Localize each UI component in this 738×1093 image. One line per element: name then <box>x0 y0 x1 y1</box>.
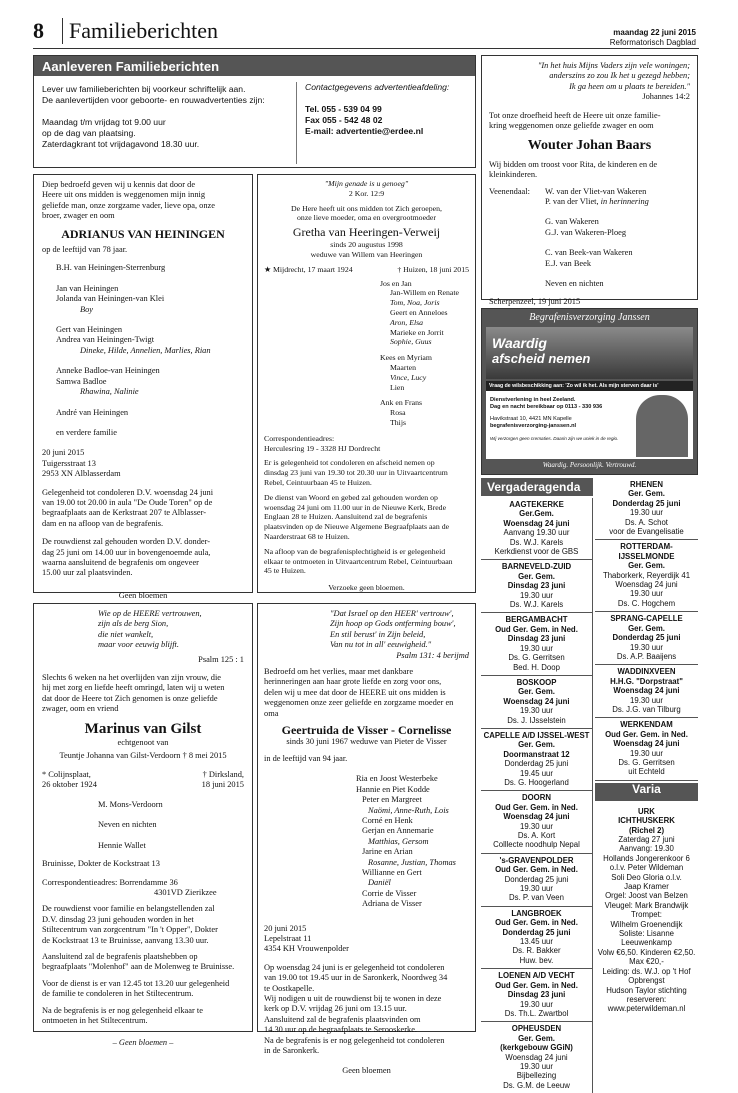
agenda-entry-line: Oud Ger. Gem. in Ned. <box>495 624 578 634</box>
varia-line: Vleugel: Mark Brandwijk <box>604 900 689 910</box>
agenda-entry-line: 19.30 uur <box>520 706 553 716</box>
varia-line: Max €20,- <box>629 957 664 967</box>
aanleveren-title: Aanleveren Familieberichten <box>34 56 475 76</box>
agenda-entry <box>595 612 698 665</box>
agenda-entry-line: 19.30 uur <box>520 821 553 831</box>
heiningen-condolence: Gelegenheid tot condoleren D.V. woensdag 24 juni van 19.00 tot 20.00 in aula "De Oude Toren" op de begraafplaats aan de Kerkstraat 207 te Alblasser- dam en na afloop van de begrafenis. <box>42 487 214 528</box>
header-date: maandag 22 juni 2015 <box>613 28 696 37</box>
agenda-entry-city: 's-GRAVENPOLDER <box>499 855 574 865</box>
ad-title: Begrafenisverzorging Janssen <box>529 312 650 323</box>
agenda-entry <box>481 854 592 907</box>
gilst-intro: Slechts 6 weken na het overlijden van zijn vrouw, die hij met zorg en liefde heeft omringd, laten wij u weten dat door de Heere tot Zich genomen is onze geliefde zwager, oom en vriend <box>42 673 225 714</box>
gilst-born: * Colijnsplaat, 26 oktober 1924 <box>42 769 97 790</box>
ad-tagline: Wij verzorgen geen crematies. Daarin zijn we uniek in de regio. <box>490 435 619 441</box>
varia-line: Leiding: ds. W.J. op 't Hof <box>602 966 691 976</box>
heiningen-family: B.H. van Heiningen-Sterrenburg Jan van Heiningen Jolanda van Heiningen-van Klei Boy Gert van Heiningen Andrea van Heiningen-Twigt Dineke, Hilde, Annelien, Marlies, Rian Anneke Badloe-van Heiningen Samwa Badloe Rhawina, Nalinie André van Heiningen en verdere familie <box>56 263 211 437</box>
agenda-entry-line: H.H.G. "Dorpstraat" <box>610 676 683 686</box>
gilst-condolence: Voor de dienst is er van 12.45 tot 13.20 uur gelegenheid de familie te condoleren in het Stiltecentrum. <box>42 978 230 999</box>
agenda-entry-line: 19.30 uur <box>520 999 553 1009</box>
agenda-entry-line: Bed. H. Doop <box>513 662 560 672</box>
agenda-entry-city: OPHEUSDEN <box>511 1024 562 1034</box>
agenda-entry-line: Oud Ger. Gem. in Ned. <box>495 980 578 990</box>
header-divider <box>33 48 699 49</box>
contact-phone: Tel. 055 - 539 04 99 <box>305 104 382 114</box>
notice-gretha <box>257 174 476 593</box>
gretha-family: Jos en Jan Jan-Willem en Renate Tom, Noa, Joris Geert en Anneloes Aron, Elsa Marieke en Jorrit Sophie, Guus Kees en Myriam Maarten Vince, Lucy Lien Ank en Frans Rosa Thijs <box>380 278 459 427</box>
ad-banner-image <box>486 327 693 379</box>
agenda-entry <box>595 665 698 718</box>
agenda-box <box>481 478 698 1090</box>
varia-entry <box>595 801 698 1014</box>
varia-line[interactable]: www.peterwildeman.nl <box>607 1004 686 1014</box>
aanleveren-box <box>33 55 476 168</box>
varia-line: Leeuwenkamp <box>621 938 672 948</box>
agenda-entry-line: uit Echteld <box>628 767 665 777</box>
gilst-quote-ref: Psalm 125 : 1 <box>198 654 244 664</box>
gretha-condolence: Er is gelegenheid tot condoleren en afscheid nemen op dinsdag 23 juni van 19.30 tot 20.30 uur in Uitvaartcentrum Rebel, Ceintuurbaan 45 te Huizen. <box>264 458 448 487</box>
agenda-entry-line: Aanvang 19.30 uur <box>503 528 570 538</box>
varia-line: Soliste: Lisanne <box>618 929 675 939</box>
baars-comfort: Wij bidden om troost voor Rita, de kinderen en de kleinkinderen. <box>489 159 658 180</box>
gilst-after: Na de begrafenis is er nog gelegenheid elkaar te ontmoeten in het Stiltecentrum. <box>42 1005 203 1025</box>
gilst-name: Marinus van Gilst <box>84 720 202 737</box>
gilst-burial: Aansluitend zal de begrafenis plaatshebben op begraafplaats "Molenhof" aan de Molenweg te Bruinisse. <box>42 951 235 972</box>
agenda-entry-line: 13.45 uur <box>520 937 553 947</box>
agenda-entry-city: BARNEVELD-ZUID <box>501 562 572 572</box>
agenda-entry <box>481 676 592 729</box>
heiningen-intro: Diep bedroefd geven wij u kennis dat door de Heere uit ons midden is weggenomen mijn innig geliefde man, onze zorgzame vader, lieve opa, onze broer, zwager en oom <box>42 180 215 221</box>
agenda-entry-line: Dinsdag 23 juni <box>507 581 566 591</box>
heiningen-name: ADRIANUS VAN HEININGEN <box>61 226 225 241</box>
agenda-entry-line: Woensdag 24 juni <box>503 812 570 822</box>
visser-address: 20 juni 2015 Lepelstraat 11 4354 KH Vrouwenpolder <box>264 923 349 954</box>
agenda-entry-line: Bijbellezing <box>516 1071 557 1081</box>
visser-age: in de leeftijd van 94 jaar. <box>264 753 348 763</box>
agenda-column-right <box>595 478 698 1014</box>
agenda-entry-line: Donderdag 25 juni <box>504 759 569 769</box>
agenda-entry-line: Ger. Gem. <box>518 1033 555 1043</box>
baars-quote: "In het huis Mijns Vaders zijn vele woningen; anderszins zo zou Ik het u gezegd hebben; Ik ga heen om u plaats te bereiden." Johannes 14:2 <box>489 61 690 103</box>
agenda-entry-line: Woensdag 24 juni <box>613 686 680 696</box>
agenda-entry-city: LANGBROEK <box>511 908 562 918</box>
agenda-entry-line: Ds. A.P. Baaijens <box>616 651 677 661</box>
gilst-quote: Wie op de HEERE vertrouwen, zijn als de berg Sion, die niet wankelt, maar voor eeuwig blijft. <box>98 609 202 650</box>
baars-name: Wouter Johan Baars <box>527 138 652 154</box>
agenda-entry-line: Ds. C. Hogchem <box>617 598 676 608</box>
agenda-column-left <box>481 498 593 1093</box>
baars-quote-ref: Johannes 14:2 <box>642 92 690 102</box>
agenda-entry-city: WADDINXVEEN <box>617 667 676 677</box>
agenda-entry-line: Ds. G. Hoogerland <box>504 777 569 787</box>
notice-visser <box>257 603 476 1076</box>
gretha-died: † Huizen, 18 juni 2015 <box>397 264 469 274</box>
gretha-after: Na afloop van de begrafenisplechtigheid is er gelegenheid elkaar te ontmoeten in Uitvaartcentrum Rebel, Ceintuurbaan 45 te Huizen. <box>264 546 453 576</box>
agenda-entry-line: Woensdag 24 juni <box>505 1052 568 1062</box>
contact-fax: Fax 055 - 542 48 02 <box>305 115 383 125</box>
agenda-entry-line: 19.30 uur <box>630 642 663 652</box>
varia-title: Varia <box>595 783 698 801</box>
aanleveren-line: Zaterdagkrant tot vrijdagavond 18.30 uur. <box>42 139 200 149</box>
agenda-entry-line: Oud Ger. Gem. in Ned. <box>495 865 578 875</box>
gretha-quote-ref: 2 Kor. 12:9 <box>348 188 385 198</box>
agenda-entry-city: DOORN <box>521 793 552 803</box>
gretha-born: ★ Mijdrecht, 17 maart 1924 <box>264 264 353 274</box>
agenda-entry <box>481 907 592 969</box>
agenda-entry-line: Ds. G.M. de Leeuw <box>503 1080 570 1090</box>
gilst-died: † Dirksland, 18 juni 2015 <box>201 769 244 790</box>
visser-family: Ria en Joost Westerbeke Hannie en Piet Kodde Peter en Margreet Naömi, Anne-Ruth, Lois Corné en Henk Gerjan en Annemarie Matthias, Gersom Jarine en Arian Rosanne, Justian, Thomas Willianne en Gert Daniël Corrie de Visser Adriana de Visser <box>356 774 456 909</box>
gilst-address: Bruinisse, Dokter de Kockstraat 13 <box>42 859 160 869</box>
agenda-entry-line: Ds. A. Kort <box>517 831 556 840</box>
gretha-correspondence: Correspondentieadres: Herculesring 19 - 3328 HJ Dordrecht <box>264 433 381 453</box>
agenda-entry-line: Ds. A. Schot <box>625 517 668 527</box>
agenda-entry-line: 19.30 uur <box>630 748 663 758</box>
agenda-entry-city: RHENEN <box>630 480 663 489</box>
gretha-since: sinds 20 augustus 1998 <box>330 239 403 249</box>
ad-info-panel <box>486 391 693 459</box>
agenda-entry-line: Ds. P. van Veen <box>509 893 564 903</box>
agenda-entry-line: Doormanstraat 12 <box>503 749 570 759</box>
gilst-spouse-label: echtgenoot van <box>117 738 169 748</box>
gilst-family: M. Mons-Verdoorn Neven en nichten Hennie Wallet <box>98 799 163 850</box>
agenda-entry-city: LOENEN A/D VECHT <box>498 971 575 981</box>
agenda-title: Vergaderagenda <box>481 478 593 496</box>
varia-line: Volw €6,50. Kinderen €2,50. <box>597 947 696 957</box>
aanleveren-line <box>42 106 292 117</box>
agenda-entry-line: Ds. W.J. Karels <box>509 537 564 547</box>
heiningen-address: 20 juni 2015 Tuigersstraat 13 2953 XN Alblasserdam <box>42 448 121 479</box>
varia-line: Zaterdag 27 juni <box>618 835 675 844</box>
visser-intro: Bedroefd om het verlies, maar met dankbare herinneringen aan haar grote liefde en zorg voor ons, delen wij u mee dat door de HEERE uit ons midden is weggenomen onze zeer geliefde en zorgzame moeder en oma <box>264 667 454 718</box>
agenda-entry <box>481 791 592 853</box>
varia-line: o.l.v. Peter Wildeman <box>609 863 684 873</box>
varia-line: Aanvang: 19.30 <box>619 844 674 854</box>
gretha-service: De dienst van Woord en gebed zal gehouden worden op woensdag 24 juni om 11.00 uur in de Nieuwe Kerk, Brede Englaan 28 te Huizen. Aansluitend zal de begrafenis plaatsvinden op de Nieuwe Algemene Begraafplaats aan de Naarderstraat 68 te Huizen. <box>264 492 450 541</box>
varia-line: Trompet: <box>631 910 662 920</box>
agenda-entry-line: Ger. Gem. <box>518 687 555 697</box>
agenda-entry-line: 19.30 uur <box>630 508 663 518</box>
aanleveren-instructions <box>42 84 292 150</box>
ad-slogan-1: Waardig <box>492 335 547 351</box>
baars-place: Veenendaal: <box>489 186 530 196</box>
agenda-entry-line: Huw. bev. <box>519 955 554 965</box>
agenda-entry-line: 19.30 uur <box>630 695 663 705</box>
contact-email[interactable]: E-mail: advertentie@erdee.nl <box>305 126 424 136</box>
agenda-entry-line: Donderdag 25 juni <box>504 874 569 884</box>
header-paper-name: Reformatorisch Dagblad <box>609 38 696 47</box>
agenda-entry-city: SPRANG-CAPELLE <box>610 614 683 624</box>
agenda-entry <box>481 1022 592 1093</box>
agenda-entry <box>595 478 698 540</box>
agenda-entry-line: Woensdag 24 juni <box>503 696 570 706</box>
agenda-entry-line: Dinsdag 23 juni <box>507 634 566 644</box>
agenda-entry-line: Ds. G. Gerritsen <box>508 653 565 663</box>
contact-block <box>296 82 472 164</box>
visser-since: sinds 30 juni 1967 weduwe van Pieter de Visser <box>286 737 447 747</box>
agenda-entry-line: Ds. J.G. van Tilburg <box>612 704 681 714</box>
visser-quote-ref: Psalm 131: 4 berijmd <box>396 650 469 660</box>
gretha-name: Gretha van Heeringen-Verweij <box>292 225 441 240</box>
visser-quote: "Dat Israel op den HEER' vertrouw', Zijn hoop op Gods ontferming bouw', En stil berust' in Zijn beleid, Van nu tot in all' eeuwigheid." <box>330 609 456 650</box>
visser-name: Geertruida de Visser - Cornelisse <box>281 723 452 738</box>
agenda-entry-line: 19.30 uur <box>520 884 553 894</box>
agenda-entry-line: Donderdag 25 juni <box>612 633 681 643</box>
gretha-quote: "Mijn genade is u genoeg" <box>324 179 409 188</box>
ad-website[interactable]: begrafenisverzorging-janssen.nl <box>490 423 577 430</box>
agenda-entry-line: Oud Ger. Gem. in Ned. <box>495 918 578 928</box>
agenda-entry-line: Ger. Gem. <box>628 561 665 571</box>
agenda-entry-city: AAGTEKERKE <box>509 500 564 509</box>
page-number: 8 <box>33 18 44 43</box>
agenda-entry-line: Ger. Gem. <box>518 571 555 581</box>
gilst-correspondence: Correspondentieadres: Borrendamme 36 4301VD Zierikzee <box>42 877 217 897</box>
contact-title: Contactgegevens advertentieafdeling: <box>305 82 450 92</box>
heiningen-age: op de leeftijd van 78 jaar. <box>42 245 128 255</box>
agenda-entry-line: Ger. Gem. <box>518 740 555 750</box>
aanleveren-line: De aanlevertijden voor geboorte- en rouwadvertenties zijn: <box>42 95 265 105</box>
agenda-entry-line: Oud Ger. Gem. in Ned. <box>605 729 688 739</box>
agenda-entry-line: Thaborkerk, Reyerdijk 41 <box>602 570 691 580</box>
baars-footer: Scherpenzeel, 19 juni 2015 <box>489 296 581 306</box>
ad-address: Havikstraat 10, 4421 MN Kapelle <box>490 415 572 422</box>
agenda-entry-city: ROTTERDAM-IJSSELMONDE <box>618 542 675 561</box>
agenda-entry-line: Kerkdienst voor de GBS <box>494 547 579 557</box>
agenda-entry <box>481 498 592 560</box>
varia-line: Jaap Kramer <box>624 882 669 892</box>
agenda-entry <box>595 540 698 612</box>
gilst-footer: – Geen bloemen – <box>112 1038 174 1048</box>
gilst-spouse: Teuntje Johanna van Gilst-Verdoorn † 8 mei 2015 <box>59 751 227 761</box>
gretha-widow: weduwe van Willem van Heeringen <box>310 249 423 259</box>
agenda-entry-line: (kerkgebouw GGiN) <box>500 1043 573 1053</box>
agenda-entry-line: Ger.Gem. <box>519 509 554 519</box>
aanleveren-line: op de dag van plaatsing. <box>42 128 136 138</box>
heiningen-footer: Geen bloemen <box>118 590 168 600</box>
varia-line: Opbrengst <box>628 976 665 986</box>
aanleveren-line: Maandag t/m vrijdag tot 9.00 uur <box>42 117 166 127</box>
varia-line: Hudson Taylor stichting <box>606 985 687 995</box>
agenda-entry <box>595 718 698 780</box>
ad-phone: Dag en nacht bereikbaar op 0113 - 330 936 <box>490 404 603 411</box>
ad-service: Dienstverlening in heel Zeeland. <box>490 397 576 403</box>
agenda-entry <box>481 560 592 613</box>
agenda-entry-line: Woensdag 24 juni <box>613 739 680 749</box>
agenda-entry-line: 19.30 uur <box>520 1061 553 1071</box>
agenda-entry-city: WERKENDAM <box>620 720 673 730</box>
varia-line: Hollands Jongerenkoor 6 <box>603 853 690 863</box>
agenda-entry-line: Ds. G. Gerritsen <box>618 757 675 767</box>
agenda-entry-line: Oud Ger. Gem. in Ned. <box>495 802 578 812</box>
section-title: Familieberichten <box>62 18 218 44</box>
varia-sub: (Richel 2) <box>628 825 665 835</box>
agenda-entry-line: Ds. R. Bakker <box>512 946 561 956</box>
notice-baars <box>481 55 698 306</box>
agenda-entry-line: Ger. Gem. <box>628 623 665 633</box>
ad-question: Vraag de wilsbeschikking aan: 'Zo wil ik het. Als mijn sterven daar is' <box>486 381 693 391</box>
agenda-entry-line: Ds. W.J. Karels <box>509 600 564 610</box>
agenda-entry-line: Woensdag 24 juni <box>615 580 678 590</box>
agenda-entry-line: Ger. Gem. <box>628 489 665 499</box>
agenda-entry <box>481 729 592 791</box>
varia-city: URK <box>638 806 655 816</box>
ad-slogan-2: afscheid nemen <box>492 351 591 366</box>
agenda-entry-line: Woensdag 24 juni <box>503 518 570 528</box>
ad-person-photo <box>636 395 688 457</box>
gretha-footer: Verzoeke geen bloemen. <box>328 583 405 593</box>
agenda-entry-line: 19.30 uur <box>520 590 553 600</box>
ad-janssen[interactable] <box>481 308 698 475</box>
agenda-entry-line: Ds. J. IJsselstein <box>507 715 566 725</box>
agenda-entry-line: Donderdag 25 juni <box>612 498 681 508</box>
visser-footer: Geen bloemen <box>342 1066 391 1076</box>
varia-line: Wilhelm Groenendijk <box>610 919 683 929</box>
gretha-intro: De Here heeft uit ons midden tot Zich geroepen, onze lieve moeder, oma en overgrootmoeder <box>291 203 442 223</box>
agenda-entry-city: CAPELLE A/D IJSSEL-WEST <box>483 730 590 740</box>
ad-footer: Waardig. Persoonlijk. Vertrouwd. <box>542 461 637 469</box>
varia-org: ICHTHUSKERK <box>618 816 675 826</box>
heiningen-service: De rouwdienst zal gehouden worden D.V. donder- dag 25 juni om 14.00 uur in bovengenoemde aula, waarna aansluitend de begrafenis om ongeveer 15.00 uur zal plaatsvinden. <box>42 537 211 578</box>
notice-gilst <box>33 603 253 1048</box>
baars-intro: Tot onze droefheid heeft de Heere uit onze familie- kring weggenomen onze geliefde zwager en oom <box>489 110 661 131</box>
agenda-entry-line: voor de Evangelisatie <box>609 527 684 537</box>
agenda-entry-line: Ds. Th.L. Zwartbol <box>504 1008 569 1018</box>
agenda-entry-line: Colllecte noodhulp Nepal <box>493 840 580 850</box>
notice-heiningen <box>33 174 253 600</box>
agenda-entry-line: 19.45 uur <box>520 768 553 778</box>
agenda-entry-line: Donderdag 25 juni <box>502 927 571 937</box>
agenda-entry <box>481 969 592 1022</box>
visser-arrangements: Op woensdag 24 juni is er gelegenheid tot condoleren van 19.00 tot 19.45 uur in de Saronkerk, Noordweg 34 te Oostkapelle. Wij nodigen u uit de rouwdienst bij te wonen in deze kerk op D.V. vrijdag 26 juni om 13.15 uur. Aansluitend zal de begrafenis plaatsvinden om 14.30 uur op de begraafplaats te Serooskerke. Na de begrafenis is er nog gelegenheid tot condoleren in de Saronkerk. <box>264 962 448 1056</box>
baars-family: Veenendaal: W. van der Vliet-van Wakeren P. van der Vliet, in herinnering G. van Wakeren G.J. van Wakeren-Ploeg C. van Beek-van Wakeren E.J. van Beek Neven en nichten <box>489 186 649 289</box>
agenda-entry-line: 19.30 uur <box>520 643 553 653</box>
agenda-entry-line: Dinsdag 23 juni <box>507 990 566 1000</box>
agenda-entry-city: BOSKOOP <box>516 677 557 687</box>
agenda-entry-line: 19.30 uur <box>630 589 663 599</box>
varia-line: Orgel: Joost van Belzen <box>605 891 688 901</box>
varia-line: Soli Deo Gloria o.l.v. <box>611 872 682 882</box>
agenda-entry <box>481 613 592 675</box>
varia-line: reserveren: <box>626 994 667 1004</box>
aanleveren-line: Lever uw familieberichten bij voorkeur schriftelijk aan. <box>42 84 246 94</box>
agenda-entry-city: BERGAMBACHT <box>505 615 568 625</box>
gilst-service: De rouwdienst voor familie en belangstellenden zal D.V. dinsdag 23 juni gehouden worden in het Stiltecentrum van zorgcentrum "In 't Opper", Dokter de Kockstraat 13 te Bruinisse, aanvang 13.30 uur. <box>42 904 218 945</box>
